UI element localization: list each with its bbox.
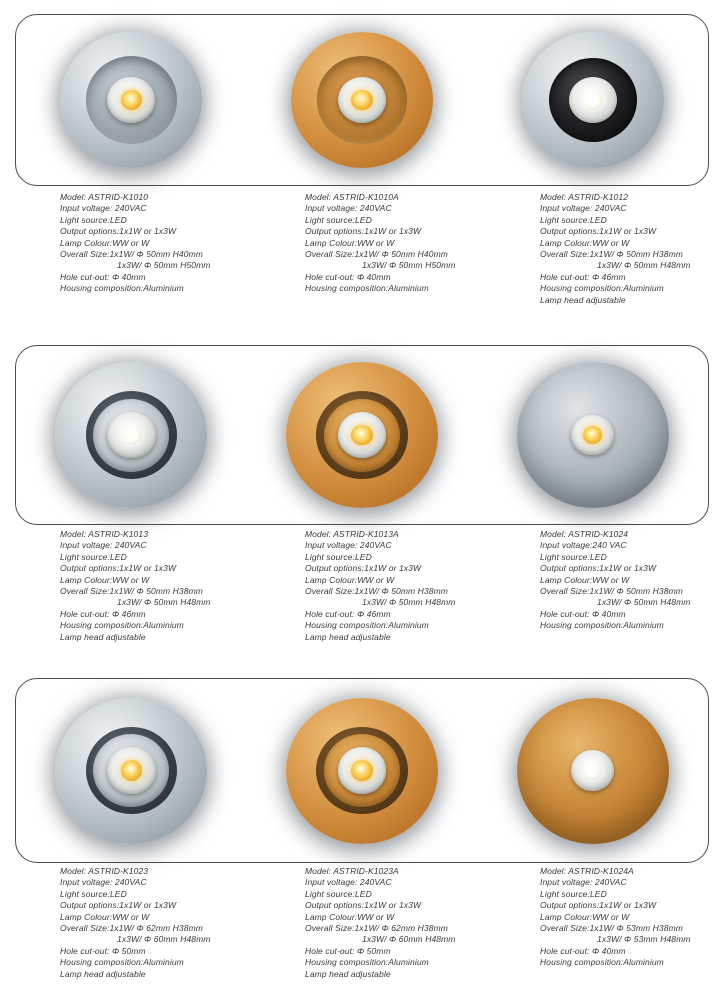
lamp-lens bbox=[338, 747, 387, 794]
spec-input-voltage: Input voltage: 240VAC bbox=[540, 877, 627, 888]
spec-overall-size-2: 1x3W/ Φ 50mm H48mm bbox=[117, 597, 211, 608]
spec-input-voltage: Input voltage:240 VAC bbox=[540, 540, 627, 551]
product-cell bbox=[247, 362, 478, 508]
product-photo-astrid-k1024 bbox=[517, 362, 669, 508]
spec-lamp-colour: Lamp Colour:WW or W bbox=[540, 911, 630, 922]
spec-overall-size-1: Overall Size:1x1W/ Φ 53mm H38mm bbox=[540, 923, 683, 934]
product-specs bbox=[242, 192, 485, 306]
spec-lamp-colour: Lamp Colour:WW or W bbox=[305, 237, 395, 248]
spec-row-2 bbox=[0, 529, 728, 643]
led-dot bbox=[121, 760, 142, 781]
product-photo-astrid-k1024a bbox=[517, 698, 669, 844]
spec-housing: Housing composition:Aluminium bbox=[305, 283, 429, 294]
spec-output-options: Output options:1x1W or 1x3W bbox=[305, 900, 422, 911]
lamp-lens bbox=[338, 77, 386, 123]
spec-overall-size-2: 1x3W/ Φ 50mm H50mm bbox=[362, 260, 456, 271]
spec-overall-size-2: 1x3W/ Φ 53mm H48mm bbox=[597, 934, 691, 945]
spec-housing: Housing composition:Aluminium bbox=[60, 620, 184, 631]
product-panel-row-1 bbox=[15, 14, 709, 186]
spec-output-options: Output options:1x1W or 1x3W bbox=[305, 563, 422, 574]
spec-adjustable: Lamp head adjustable bbox=[540, 294, 626, 305]
product-cell bbox=[16, 698, 247, 844]
product-photo-astrid-k1023a bbox=[286, 698, 438, 844]
spec-overall-size-1: Overall Size:1x1W/ Φ 62mm H38mm bbox=[60, 923, 203, 934]
product-photo-astrid-k1013 bbox=[55, 362, 207, 508]
spec-model: Model: ASTRID-K1010 bbox=[60, 192, 149, 202]
product-specs bbox=[0, 192, 242, 306]
lamp-lens bbox=[569, 77, 617, 123]
spec-model: Model: ASTRID-K1012 bbox=[540, 192, 629, 202]
product-cell bbox=[477, 362, 708, 508]
spec-output-options: Output options:1x1W or 1x3W bbox=[540, 563, 657, 574]
product-photo-astrid-k1013a bbox=[286, 362, 438, 508]
product-specs bbox=[485, 192, 728, 306]
spec-output-options: Output options:1x1W or 1x3W bbox=[540, 900, 657, 911]
product-panel-row-3 bbox=[15, 678, 709, 863]
spec-light-source: Light source:LED bbox=[540, 888, 607, 899]
spec-hole-cutout: Hole cut-out: Φ 40mm bbox=[305, 271, 391, 282]
spec-light-source: Light source:LED bbox=[305, 214, 372, 225]
spec-model: Model: ASTRID-K1013 bbox=[60, 529, 149, 539]
product-cell bbox=[477, 32, 708, 168]
spec-input-voltage: Input voltage: 240VAC bbox=[305, 203, 392, 214]
spec-light-source: Light source:LED bbox=[540, 551, 607, 562]
spec-overall-size-1: Overall Size:1x1W/ Φ 50mm H40mm bbox=[305, 249, 448, 260]
led-dot bbox=[121, 425, 142, 446]
spec-output-options: Output options:1x1W or 1x3W bbox=[540, 226, 657, 237]
spec-lamp-colour: Lamp Colour:WW or W bbox=[60, 911, 150, 922]
spec-light-source: Light source:LED bbox=[60, 551, 127, 562]
led-dot bbox=[582, 90, 603, 110]
spec-input-voltage: Input voltage: 240VAC bbox=[60, 877, 147, 888]
spec-overall-size-2: 1x3W/ Φ 50mm H48mm bbox=[597, 260, 691, 271]
lamp-lens bbox=[571, 415, 614, 456]
led-dot bbox=[121, 90, 142, 110]
product-specs bbox=[485, 529, 728, 643]
spec-lamp-colour: Lamp Colour:WW or W bbox=[60, 574, 150, 585]
spec-adjustable: Lamp head adjustable bbox=[60, 631, 146, 642]
product-panel-row-2 bbox=[15, 345, 709, 525]
spec-housing: Housing composition:Aluminium bbox=[540, 283, 664, 294]
spec-model: Model: ASTRID-K1023 bbox=[60, 866, 149, 876]
lamp-lens bbox=[107, 747, 156, 794]
spec-housing: Housing composition:Aluminium bbox=[60, 957, 184, 968]
spec-overall-size-2: 1x3W/ Φ 50mm H50mm bbox=[117, 260, 211, 271]
spec-overall-size-1: Overall Size:1x1W/ Φ 50mm H38mm bbox=[540, 249, 683, 260]
product-cell bbox=[247, 32, 478, 168]
spec-input-voltage: Input voltage: 240VAC bbox=[60, 540, 147, 551]
spec-adjustable: Lamp head adjustable bbox=[60, 968, 146, 979]
spec-output-options: Output options:1x1W or 1x3W bbox=[60, 563, 177, 574]
spec-housing: Housing composition:Aluminium bbox=[540, 957, 664, 968]
spec-row-3 bbox=[0, 866, 728, 980]
product-specs bbox=[0, 866, 242, 980]
spec-lamp-colour: Lamp Colour:WW or W bbox=[540, 574, 630, 585]
spec-input-voltage: Input voltage: 240VAC bbox=[305, 877, 392, 888]
spec-lamp-colour: Lamp Colour:WW or W bbox=[305, 911, 395, 922]
product-specs bbox=[242, 866, 485, 980]
led-dot bbox=[583, 426, 602, 444]
product-photo-astrid-k1010 bbox=[60, 32, 202, 168]
spec-overall-size-1: Overall Size:1x1W/ Φ 50mm H38mm bbox=[60, 586, 203, 597]
product-photo-astrid-k1010a bbox=[291, 32, 433, 168]
led-dot bbox=[583, 762, 602, 780]
product-specs bbox=[485, 866, 728, 980]
spec-housing: Housing composition:Aluminium bbox=[60, 283, 184, 294]
lamp-lens bbox=[107, 412, 156, 459]
led-dot bbox=[351, 760, 372, 781]
led-dot bbox=[351, 425, 372, 446]
spec-adjustable: Lamp head adjustable bbox=[305, 631, 391, 642]
spec-light-source: Light source:LED bbox=[305, 888, 372, 899]
spec-row-1 bbox=[0, 192, 728, 306]
spec-overall-size-2: 1x3W/ Φ 60mm H48mm bbox=[362, 934, 456, 945]
spec-input-voltage: Input voltage: 240VAC bbox=[60, 203, 147, 214]
product-specs bbox=[242, 529, 485, 643]
spec-overall-size-1: Overall Size:1x1W/ Φ 62mm H38mm bbox=[305, 923, 448, 934]
spec-overall-size-2: 1x3W/ Φ 50mm H48mm bbox=[362, 597, 456, 608]
spec-lamp-colour: Lamp Colour:WW or W bbox=[60, 237, 150, 248]
spec-overall-size-2: 1x3W/ Φ 60mm H48mm bbox=[117, 934, 211, 945]
spec-overall-size-2: 1x3W/ Φ 50mm H48mm bbox=[597, 597, 691, 608]
product-cell bbox=[16, 32, 247, 168]
spec-input-voltage: Input voltage: 240VAC bbox=[540, 203, 627, 214]
spec-hole-cutout: Hole cut-out: Φ 40mm bbox=[540, 608, 626, 619]
product-photo-astrid-k1023 bbox=[55, 698, 207, 844]
spec-adjustable: Lamp head adjustable bbox=[305, 968, 391, 979]
spec-housing: Housing composition:Aluminium bbox=[305, 620, 429, 631]
spec-hole-cutout: Hole cut-out: Φ 40mm bbox=[60, 271, 146, 282]
spec-output-options: Output options:1x1W or 1x3W bbox=[305, 226, 422, 237]
spec-output-options: Output options:1x1W or 1x3W bbox=[60, 226, 177, 237]
product-photo-astrid-k1012 bbox=[522, 32, 664, 168]
spec-model: Model: ASTRID-K1024A bbox=[540, 866, 634, 876]
product-cell bbox=[247, 698, 478, 844]
spec-light-source: Light source:LED bbox=[540, 214, 607, 225]
spec-lamp-colour: Lamp Colour:WW or W bbox=[305, 574, 395, 585]
spec-overall-size-1: Overall Size:1x1W/ Φ 50mm H38mm bbox=[305, 586, 448, 597]
spec-hole-cutout: Hole cut-out: Φ 50mm bbox=[305, 945, 391, 956]
led-dot bbox=[351, 90, 372, 110]
spec-model: Model: ASTRID-K1024 bbox=[540, 529, 629, 539]
spec-light-source: Light source:LED bbox=[60, 888, 127, 899]
spec-output-options: Output options:1x1W or 1x3W bbox=[60, 900, 177, 911]
spec-hole-cutout: Hole cut-out: Φ 46mm bbox=[305, 608, 391, 619]
spec-housing: Housing composition:Aluminium bbox=[540, 620, 664, 631]
spec-light-source: Light source:LED bbox=[60, 214, 127, 225]
spec-lamp-colour: Lamp Colour:WW or W bbox=[540, 237, 630, 248]
spec-model: Model: ASTRID-K1013A bbox=[305, 529, 399, 539]
spec-hole-cutout: Hole cut-out: Φ 40mm bbox=[540, 945, 626, 956]
lamp-lens bbox=[571, 750, 614, 791]
spec-overall-size-1: Overall Size:1x1W/ Φ 50mm H40mm bbox=[60, 249, 203, 260]
spec-light-source: Light source:LED bbox=[305, 551, 372, 562]
product-cell bbox=[16, 362, 247, 508]
spec-hole-cutout: Hole cut-out: Φ 50mm bbox=[60, 945, 146, 956]
spec-model: Model: ASTRID-K1010A bbox=[305, 192, 399, 202]
product-specs bbox=[0, 529, 242, 643]
spec-hole-cutout: Hole cut-out: Φ 46mm bbox=[540, 271, 626, 282]
spec-model: Model: ASTRID-K1023A bbox=[305, 866, 399, 876]
spec-input-voltage: Input voltage: 240VAC bbox=[305, 540, 392, 551]
spec-housing: Housing composition:Aluminium bbox=[305, 957, 429, 968]
spec-overall-size-1: Overall Size:1x1W/ Φ 50mm H38mm bbox=[540, 586, 683, 597]
spec-hole-cutout: Hole cut-out: Φ 46mm bbox=[60, 608, 146, 619]
product-cell bbox=[477, 698, 708, 844]
